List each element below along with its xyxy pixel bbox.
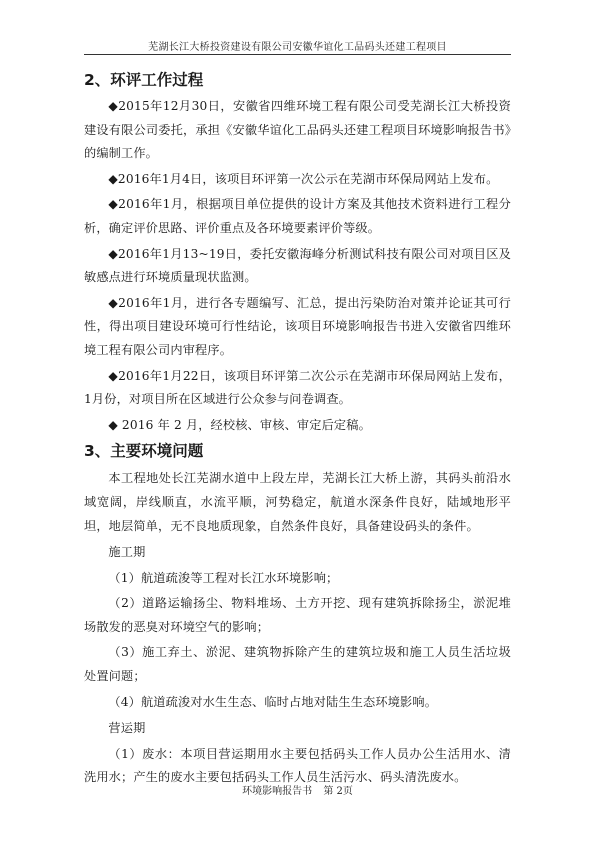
- page-footer: [84, 782, 511, 797]
- project-location-paragraph: 本工程地处长江芜湖水道中上段左岸，芜湖长江大桥上游，其码头前沿水域宽阔，岸线顺直，水流平顺，河势稳定，航道水深条件良好，陆域地形平坦，地层简单，无不良地质现象，自然条件良好，具备建设码头的条件。: [84, 471, 511, 533]
- process-item: ◆2016年1月，进行各专题编写、汇总，提出污染防治对策并论证其可行性，得出项目建设环境可行性结论，该项目环境影响报告书进入安徽省四维环境工程有限公司内审程序。: [84, 295, 511, 357]
- page-body: [84, 68, 511, 792]
- process-item: ◆2015年12月30日，安徽省四维环境工程有限公司受芜湖长江大桥投资建设有限公司委托，承担《安徽华谊化工品码头还建工程项目环境影响报告书》的编制工作。: [84, 99, 511, 161]
- construction-issue-item: （2）道路运输扬尘、物料堆场、土方开挖、现有建筑拆除扬尘，淤泥堆场散发的恶臭对环境空气的影响；: [84, 596, 511, 634]
- section-title-environmental-issues: 3、主要环境问题: [84, 442, 204, 461]
- process-item: ◆2016年1月22日，该项目环评第二次公示在芜湖市环保局网站上发布，1月份，对项目所在区域进行公众参与问卷调查。: [84, 368, 511, 407]
- section-title-review-process: 2、环评工作过程: [84, 71, 204, 89]
- operation-period-label: 营运期: [108, 721, 146, 736]
- construction-issue-item: （4）航道疏浚对水生生态、临时占地对陆生生态环境影响。: [108, 694, 438, 709]
- construction-issue-item: （1）航道疏浚等工程对长江水环境影响；: [108, 570, 339, 585]
- footer-document-name: 环境影响报告书: [242, 786, 313, 797]
- process-item: ◆2016年1月4日，该项目环评第一次公示在芜湖市环保局网站上发布。: [108, 171, 499, 186]
- process-item: ◆ 2016 年 2 月，经校核、审核、审定后定稿。: [108, 417, 371, 432]
- page-header: 芜湖长江大桥投资建设有限公司安徽华谊化工品码头还建工程项目: [148, 42, 447, 53]
- header-divider: [84, 54, 511, 55]
- construction-issue-item: （3）施工弃土、淤泥、建筑物拆除产生的建筑垃圾和施工人员生活垃圾处置问题；: [84, 645, 511, 684]
- process-item: ◆2016年1月13~19日，委托安徽海峰分析测试科技有限公司对项目区及敏感点进行环境质量现状监测。: [84, 246, 511, 285]
- operation-issue-item: （1）废水：本项目营运期用水主要包括码头工作人员办公生活用水、清洗用水；产生的废水主要包括码头工作人员生活污水、码头清洗废水。: [84, 746, 511, 785]
- construction-period-label: 施工期: [108, 545, 146, 560]
- footer-page-number: 第 2页: [323, 786, 353, 797]
- process-item: ◆2016年1月，根据项目单位提供的设计方案及其他技术资料进行工程分析，确定评价思路、评价重点及各环境要素评价等级。: [84, 197, 511, 235]
